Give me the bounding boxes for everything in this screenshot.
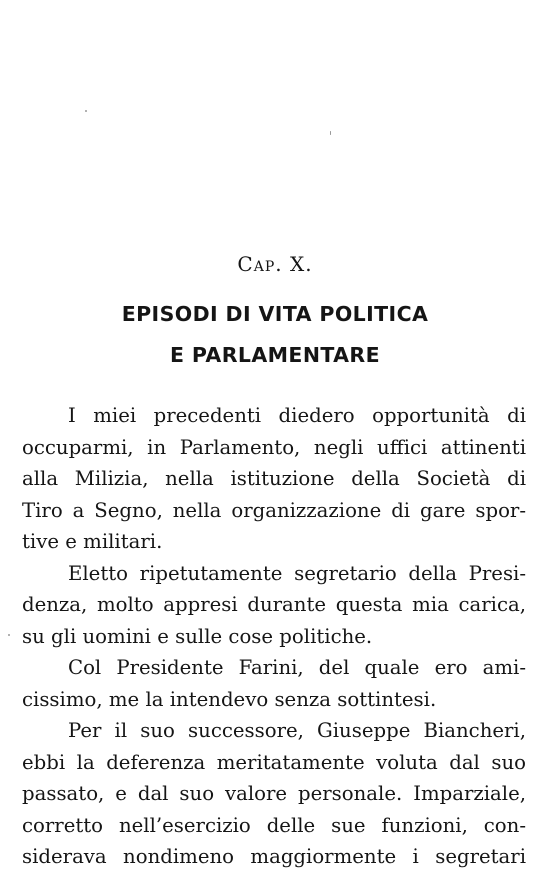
chapter-title-line-1: EPISODI DI VITA POLITICA xyxy=(121,302,429,326)
text-line: Tiro a Segno, nella organizzazione di gare spor- xyxy=(22,498,526,522)
page-speck xyxy=(330,131,331,135)
text-line: cissimo, me la intendevo senza sottintesi. xyxy=(22,687,437,711)
text-line: alla Milizia, nella istituzione della Società di xyxy=(22,467,526,490)
chapter-title-line-2: E PARLAMENTARE xyxy=(169,343,381,367)
page-speck xyxy=(8,634,10,636)
text-line: Eletto ripetutamente segretario della Presi- xyxy=(68,561,526,585)
text-line: siderava nondimeno maggiormente i segretari xyxy=(22,845,526,868)
text-line: ebbi la deferenza meritatamente voluta dal suo xyxy=(22,750,526,774)
text-line: passato, e dal suo valore personale. Imparziale, xyxy=(22,782,526,805)
text-line: occuparmi, in Parlamento, negli uffici attinenti xyxy=(22,435,526,459)
text-line: su gli uomini e sulle cose politiche. xyxy=(22,624,373,648)
text-line: tive e militari. xyxy=(22,530,163,553)
text-line: corretto nell’esercizio delle sue funzioni, con- xyxy=(22,813,526,837)
text-line: denza, molto appresi durante questa mia carica, xyxy=(22,593,526,616)
text-line: Per il suo successore, Giuseppe Biancheri, xyxy=(68,719,526,742)
body-text xyxy=(22,400,526,873)
text-line: Col Presidente Farini, del quale ero ami- xyxy=(68,656,526,679)
page-speck xyxy=(85,110,87,112)
text-line: I miei precedenti diedero opportunità di xyxy=(68,404,526,427)
chapter-heading: Cap. X. xyxy=(237,252,313,276)
